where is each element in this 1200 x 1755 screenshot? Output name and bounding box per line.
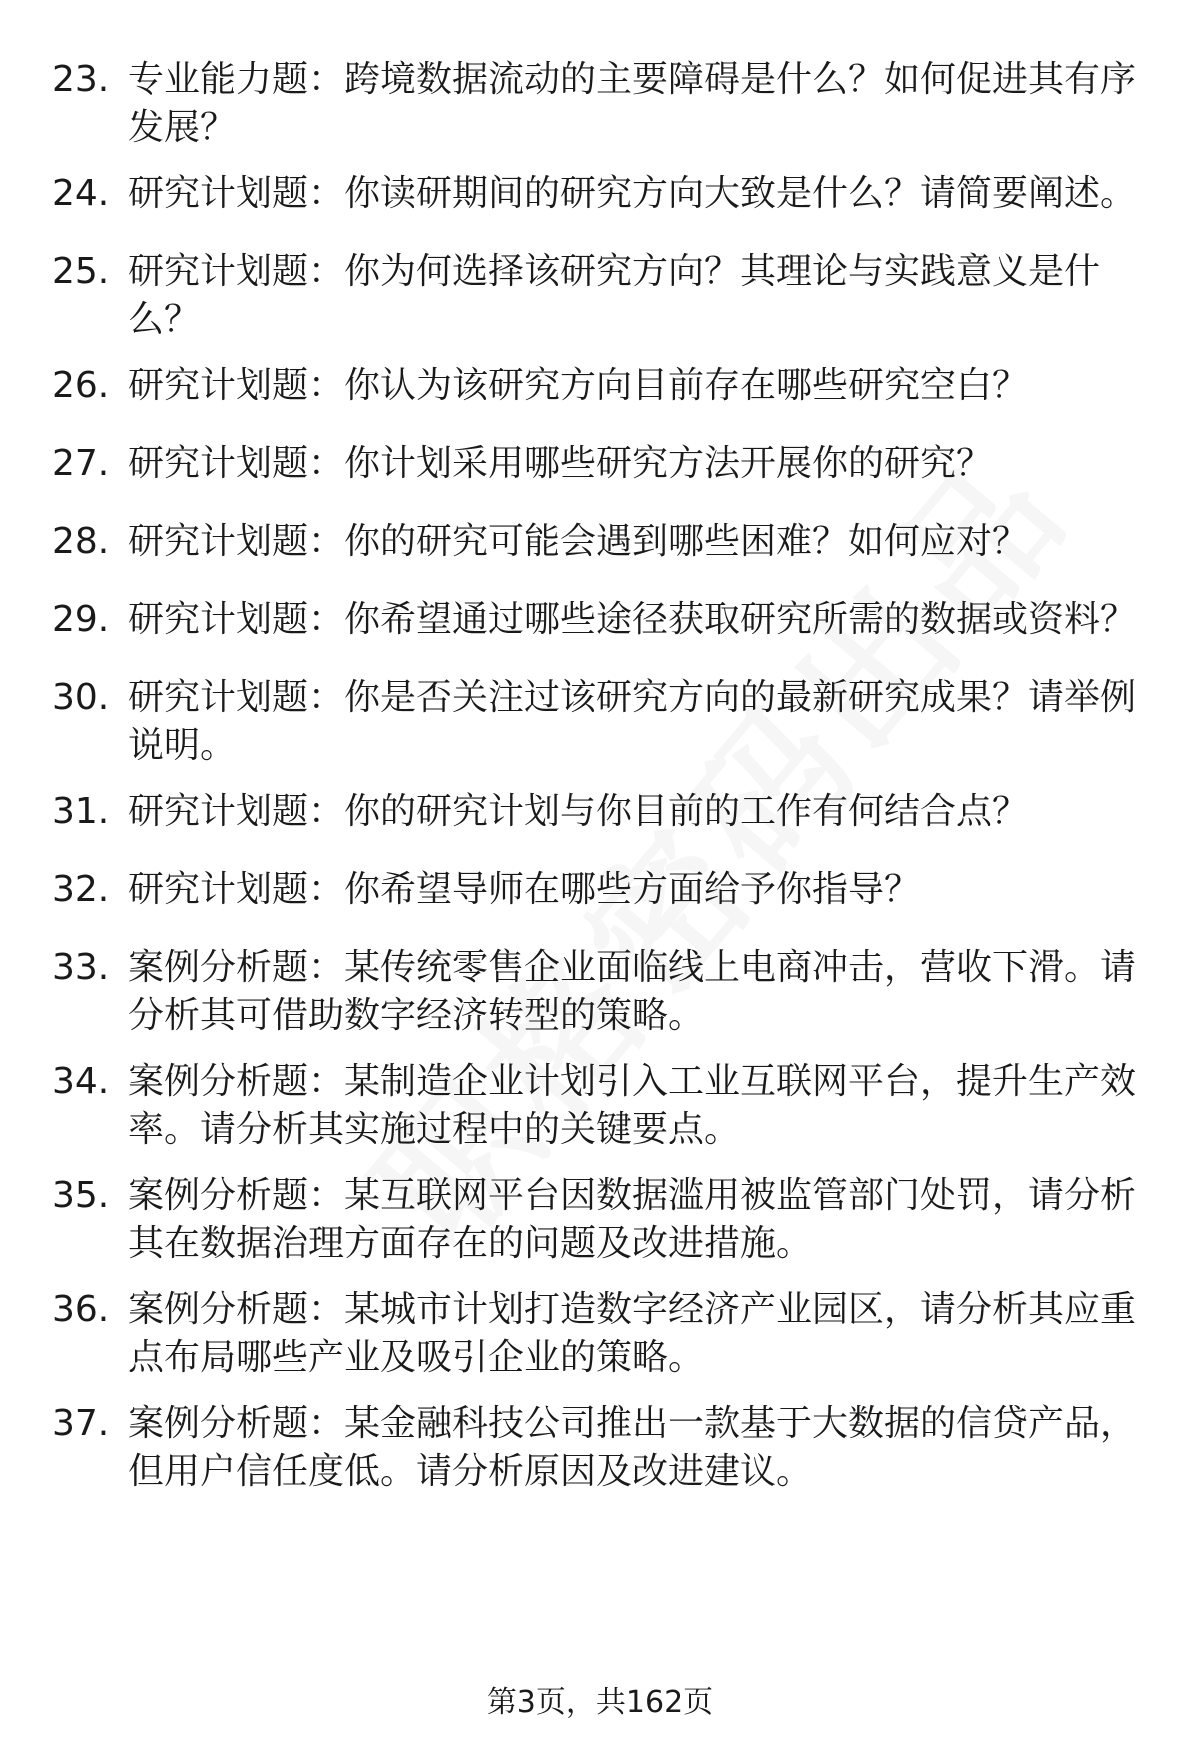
question-number: 33. [52, 947, 110, 988]
question-text: 研究计划题：你计划采用哪些研究方法开展你的研究？ [128, 443, 993, 484]
question-text: 案例分析题：某城市计划打造数字经济产业园区，请分析其应重点布局哪些产业及吸引企业的策略。 [128, 1289, 1137, 1378]
question-text: 案例分析题：某制造企业计划引入工业互联网平台，提升生产效率。请分析其实施过程中的关键要点。 [128, 1061, 1137, 1150]
question-text: 专业能力题：跨境数据流动的主要障碍是什么？如何促进其有序发展？ [128, 59, 1137, 148]
question-text: 案例分析题：某传统零售企业面临线上电商冲击，营收下滑。请分析其可借助数字经济转型的策略。 [128, 947, 1137, 1036]
question-text: 研究计划题：你希望导师在哪些方面给予你指导？ [128, 869, 921, 910]
question-number: 24. [52, 173, 110, 214]
question-text: 研究计划题：你的研究计划与你目前的工作有何结合点？ [128, 791, 1029, 832]
question-number: 36. [52, 1289, 110, 1330]
question-number: 27. [52, 443, 110, 484]
question-text: 研究计划题：你希望通过哪些途径获取研究所需的数据或资料？ [128, 599, 1137, 640]
question-number: 25. [52, 251, 110, 292]
page-footer: 第3页，共162页 [486, 1685, 714, 1720]
question-text: 研究计划题：你读研期间的研究方向大致是什么？请简要阐述。 [128, 173, 1137, 214]
question-number: 31. [52, 791, 110, 832]
question-number: 23. [52, 59, 110, 100]
question-number: 30. [52, 677, 110, 718]
question-number: 28. [52, 521, 110, 562]
question-text: 研究计划题：你是否关注过该研究方向的最新研究成果？请举例说明。 [128, 677, 1137, 766]
question-text: 研究计划题：你为何选择该研究方向？其理论与实践意义是什么？ [128, 251, 1101, 340]
question-text: 案例分析题：某金融科技公司推出一款基于大数据的信贷产品，但用户信任度低。请分析原因及改进建议。 [128, 1403, 1137, 1492]
question-text: 研究计划题：你的研究可能会遇到哪些困难？如何应对？ [128, 521, 1029, 562]
question-number: 26. [52, 365, 110, 406]
question-number: 32. [52, 869, 110, 910]
question-number: 37. [52, 1403, 110, 1444]
question-number: 34. [52, 1061, 110, 1102]
question-text: 研究计划题：你认为该研究方向目前存在哪些研究空白？ [128, 365, 1029, 406]
question-text: 案例分析题：某互联网平台因数据滥用被监管部门处罚，请分析其在数据治理方面存在的问题及改进措施。 [128, 1175, 1137, 1264]
question-number: 35. [52, 1175, 110, 1216]
question-number: 29. [52, 599, 110, 640]
